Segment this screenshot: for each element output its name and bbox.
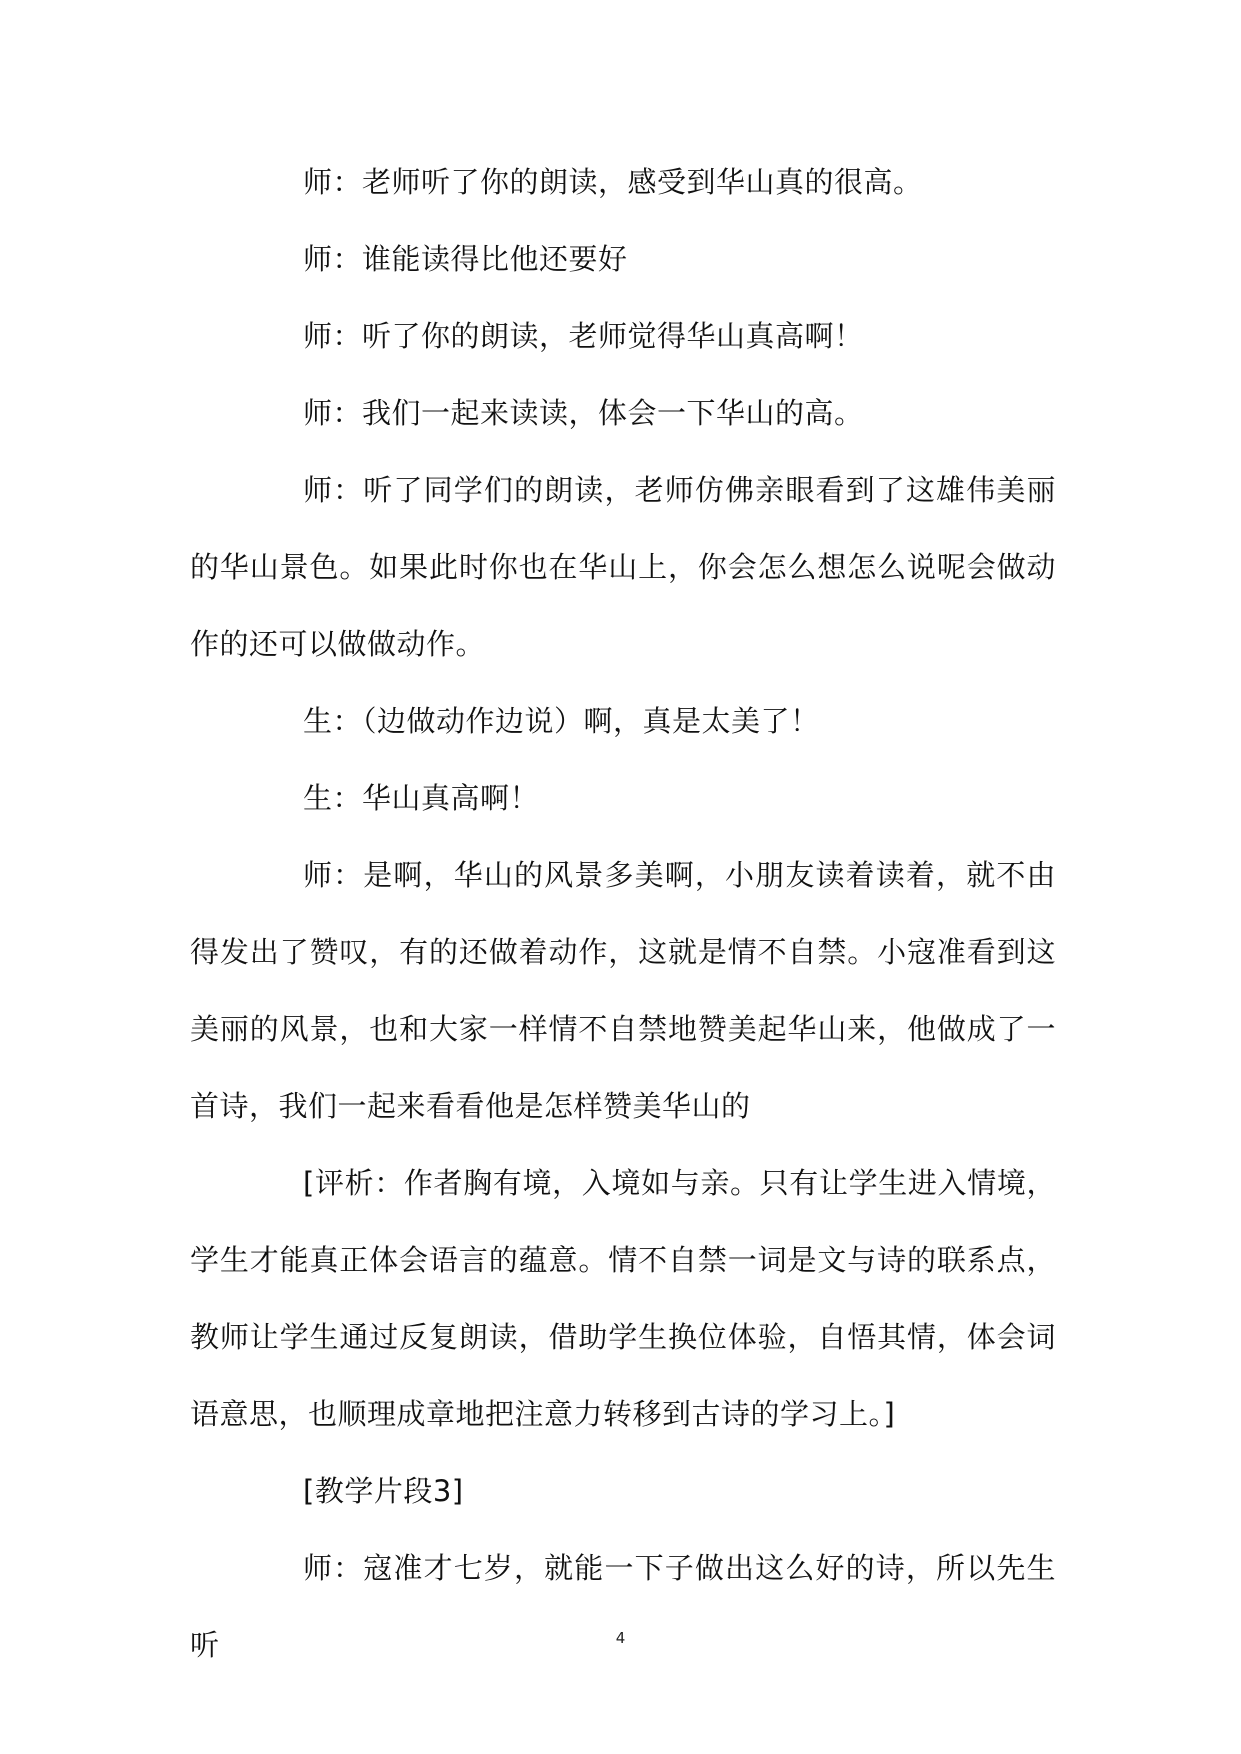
document-body	[190, 144, 1056, 1684]
paragraph: 生：华山真高啊！	[303, 781, 540, 815]
page-number: 4	[615, 1629, 626, 1647]
paragraph: 生：（边做动作边说）啊，真是太美了！	[303, 704, 820, 738]
paragraph: 师：我们一起来读读，体会一下华山的高。	[303, 396, 864, 430]
paragraph: 师：听了你的朗读，老师觉得华山真高啊！	[303, 319, 864, 353]
paragraph: [评析：作者胸有境，入境如与亲。只有让学生进入情境，学生才能真正体会语言的蕴意。情不自禁一词是文与诗的联系点，教师让学生通过反复朗读，借助学生换位体验，自悟其情，体会词语意思，也顺理成章地把注意力转移到古诗的学习上。]	[190, 1166, 1056, 1431]
paragraph: 师：老师听了你的朗读，感受到华山真的很高。	[303, 165, 923, 199]
paragraph: 师：谁能读得比他还要好	[303, 242, 628, 276]
paragraph: 师：是啊，华山的风景多美啊，小朋友读着读着，就不由得发出了赞叹，有的还做着动作，这就是情不自禁。小寇准看到这美丽的风景，也和大家一样情不自禁地赞美起华山来，他做成了一首诗，我们一起来看看他是怎样赞美华山的	[190, 858, 1056, 1123]
paragraph: [教学片段3]	[303, 1474, 464, 1508]
paragraph: 师：寇准才七岁，就能一下子做出这么好的诗，所以先生听	[190, 1551, 1056, 1662]
paragraph: 师：听了同学们的朗读，老师仿佛亲眼看到了这雄伟美丽的华山景色。如果此时你也在华山上，你会怎么想怎么说呢会做动作的还可以做做动作。	[190, 473, 1056, 661]
